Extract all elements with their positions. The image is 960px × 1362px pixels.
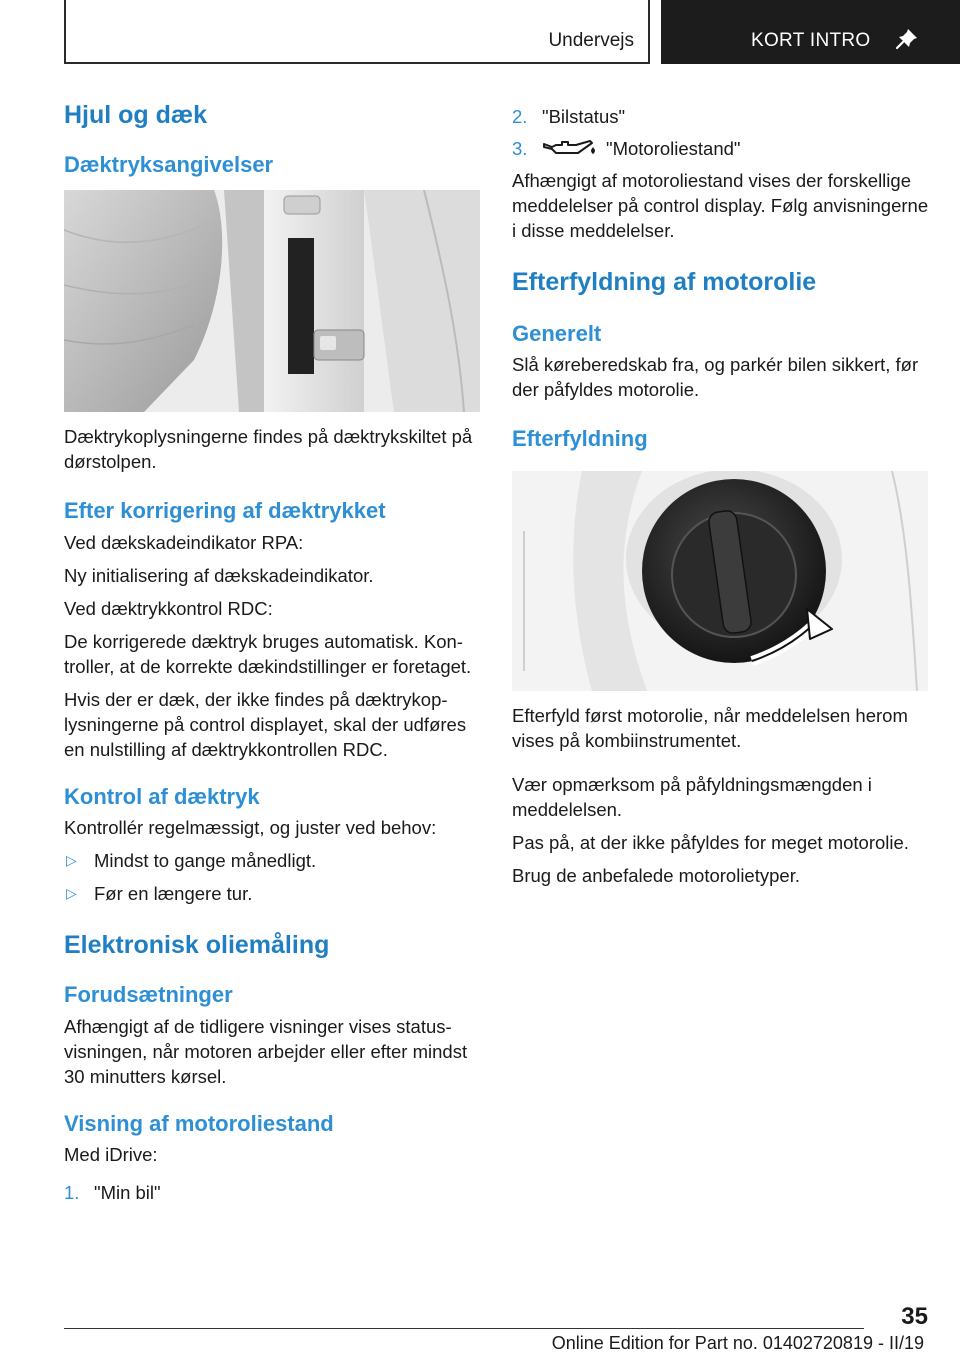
para-check-intro: Kontrollér regelmæssigt, og juster ved behov:: [64, 817, 437, 839]
list-item: [64, 848, 482, 873]
pin-icon: [894, 26, 920, 52]
edition-footer: Online Edition for Part no. 01402720819 - II/19: [551, 1333, 924, 1353]
step-text: "Min bil": [94, 1181, 161, 1203]
heading-oil-refill: Efterfyldning af motorolie: [512, 268, 817, 296]
para-refill-first: Efterfyld først motorolie, når meddelelsen herom vises på kombiinstrumentet.: [512, 704, 908, 751]
step-text: "Bilstatus": [542, 106, 626, 127]
heading-general: Generelt: [512, 321, 602, 346]
menu-step-3: [512, 136, 932, 161]
door-pillar-illustration: [64, 190, 480, 412]
step-number: 3.: [512, 138, 528, 159]
page-number: 35: [901, 1303, 928, 1330]
para-quantity: Vær opmærksom på påfyldningsmængden i meddelelsen.: [512, 773, 872, 820]
para-rpa-intro: Ved dækskadeindikator RPA:: [64, 531, 304, 553]
para-rpa-body: Ny initialisering af dækskadeindikator.: [64, 564, 374, 586]
para-idrive: Med iDrive:: [64, 1143, 158, 1165]
chapter-tab-label: KORT INTRO: [751, 30, 871, 51]
bullet-text: Mindst to gange månedligt.: [94, 850, 317, 872]
para-pressure-info: Dæktrykoplysningerne findes på dæktrykskiltet på dørstolpen.: [64, 426, 473, 473]
heading-after-correction: Efter korrigering af dæktrykket: [64, 498, 386, 524]
oil-cap-drawing: [512, 471, 928, 691]
bullet-text: Før en længere tur.: [94, 883, 253, 905]
footer-divider: [64, 1328, 864, 1329]
oil-filler-cap-illustration: [512, 471, 928, 691]
para-oil-messages: Afhængigt af motoroliestand vises der forskellige meddelelser på control display. Følg anvisningerne i disse meddelelser.: [512, 170, 929, 241]
heading-pressure-info: Dæktryksangivelser: [64, 152, 274, 177]
heading-prerequisites: Forudsætninger: [64, 982, 233, 1008]
para-prerequisites: Afhængigt af de tidligere visninger vises statusvisningen, når motoren arbejder eller efter mindst 30 minutters kørsel.: [64, 1015, 468, 1087]
right-column: [512, 100, 932, 888]
door-pillar-drawing: [64, 190, 480, 412]
bullet-triangle-icon: ▷: [66, 852, 77, 869]
para-rdc-reset: Hvis der er dæk, der ikke findes på dæktrykoplysningerne på control displayet, skal der udføres en nulstilling af dæktrykkontrollen RDC.: [64, 688, 467, 760]
menu-step-2: [512, 104, 932, 129]
step-number: 1.: [64, 1181, 80, 1203]
heading-oil-measurement: Elektronisk oliemåling: [64, 931, 330, 960]
para-recommended: Brug de anbefalede motorolietyper.: [512, 864, 800, 886]
bullet-triangle-icon: ▷: [66, 885, 77, 902]
step-text: "Motoroliestand": [606, 138, 741, 159]
oil-can-icon: [542, 138, 598, 160]
menu-step-1: [64, 1180, 482, 1205]
step-number: 2.: [512, 106, 528, 127]
para-rdc-intro: Ved dæktrykkontrol RDC:: [64, 597, 273, 619]
left-column: [64, 100, 482, 1205]
para-rdc-body: De korrigerede dæktryk bruges automatisk. Kontroller, at de korrekte dækindstillinger er foretaget.: [64, 630, 472, 677]
para-general: Slå køreberedskab fra, og parkér bilen sikkert, før der påfyldes motorolie.: [512, 354, 919, 401]
section-tab[interactable]: [64, 0, 650, 64]
heading-oil-display: Visning af motoroliestand: [64, 1110, 334, 1136]
list-item: [64, 881, 482, 906]
para-no-overfill: Pas på, at der ikke påfyldes for meget motorolie.: [512, 831, 909, 853]
chapter-tab[interactable]: [661, 0, 960, 64]
heading-wheels: Hjul og dæk: [64, 101, 208, 129]
heading-refilling: Efterfyldning: [512, 426, 648, 452]
heading-check: Kontrol af dæktryk: [64, 783, 260, 809]
section-tab-label: Undervejs: [548, 30, 634, 51]
page-header: [64, 0, 960, 64]
